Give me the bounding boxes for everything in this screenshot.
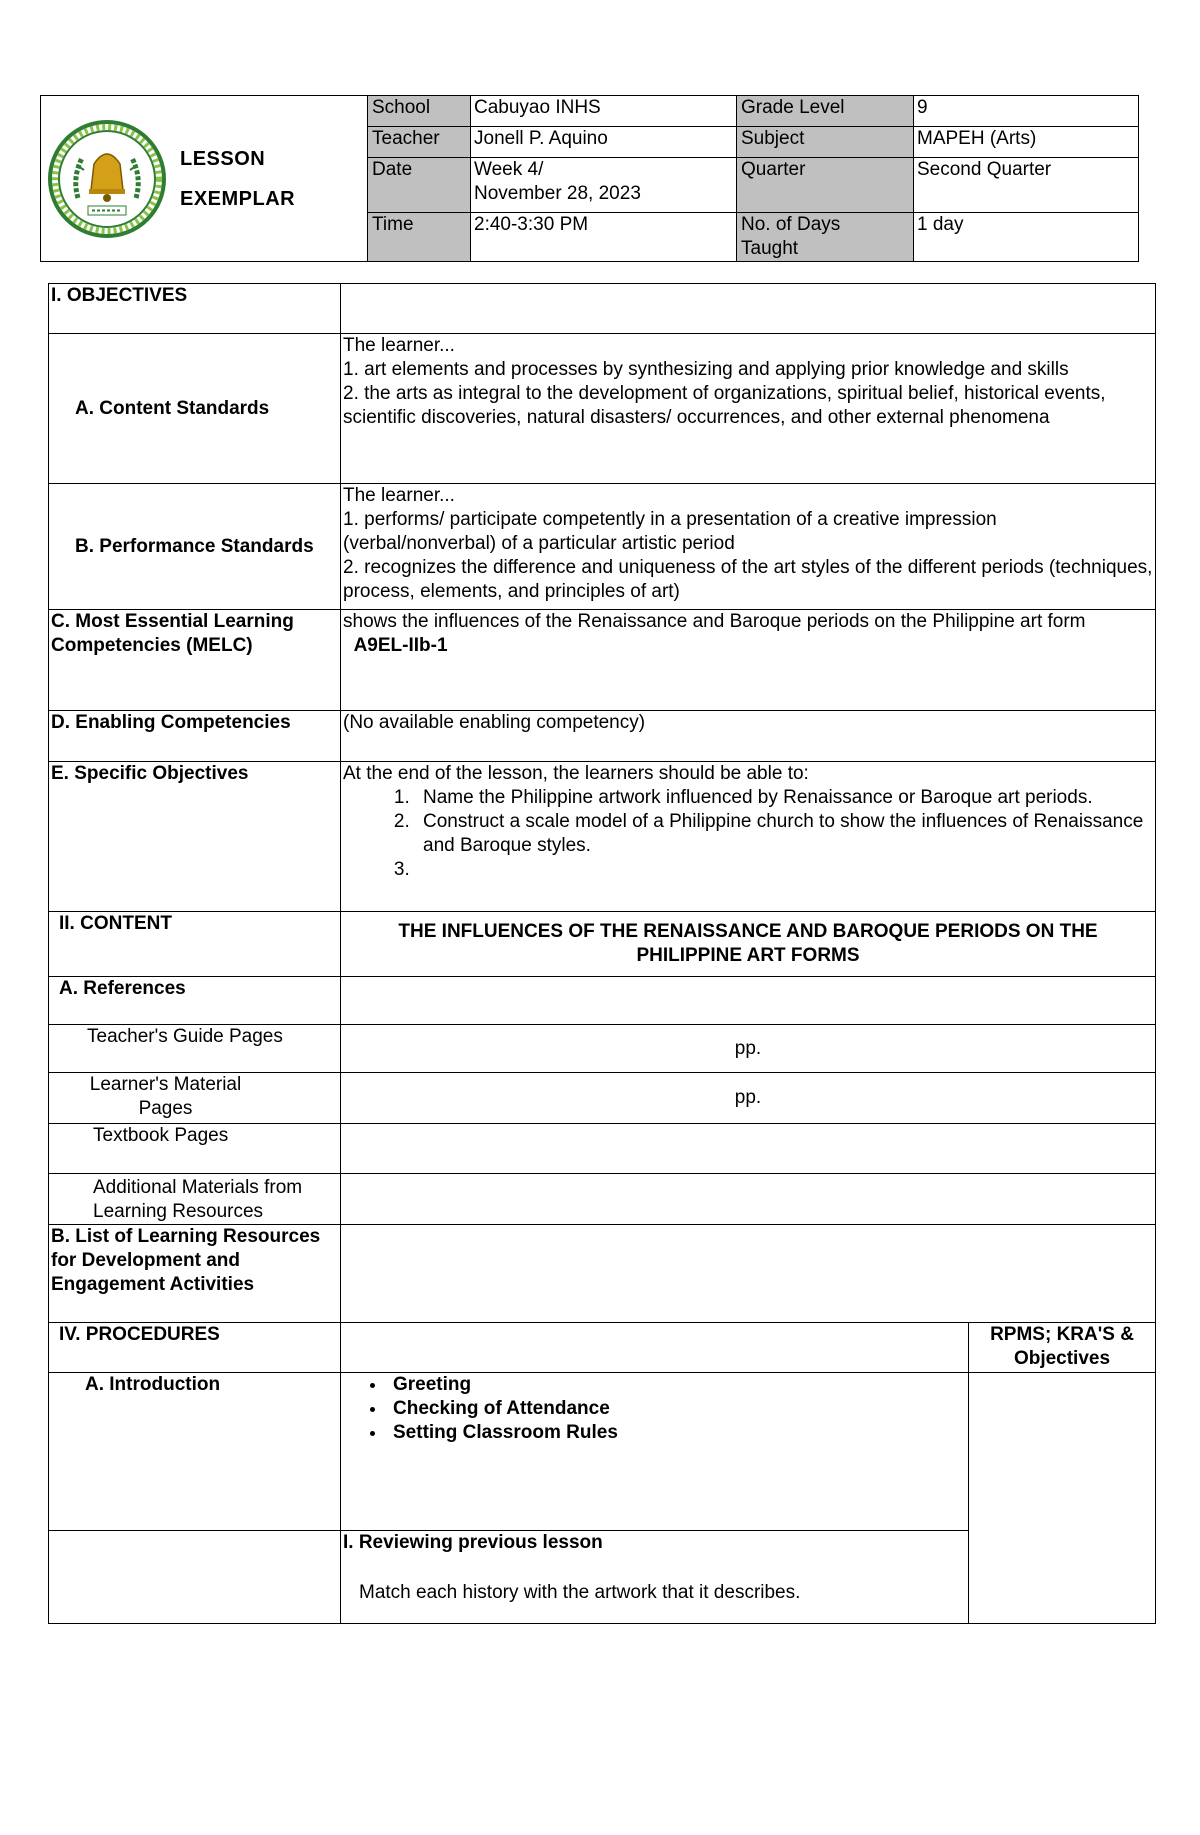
introduction-cell — [341, 1373, 969, 1531]
performance-standards-line-1: 1. performs/ participate competently in a presentation of a creative impression (verbal/nonverbal) of a particular artistic period — [343, 509, 997, 554]
specific-objectives-label: E. Specific Objectives — [49, 762, 341, 912]
school-seal-icon — [48, 120, 166, 238]
rpms-label: RPMS; KRA'S & Objectives — [969, 1323, 1156, 1373]
additional-materials-value — [341, 1174, 1156, 1225]
melc-label: C. Most Essential Learning Competencies (MELC) — [49, 610, 341, 711]
content-standards-line-0: The learner... — [343, 335, 455, 356]
enabling-competencies-text: (No available enabling competency) — [341, 711, 1156, 762]
procedures-empty-cell — [341, 1323, 969, 1373]
introduction-item: • Greeting — [387, 1373, 966, 1397]
additional-materials-label: Additional Materials from Learning Resources — [49, 1174, 341, 1225]
header-table — [40, 95, 1139, 262]
specific-objectives-list — [343, 786, 1153, 882]
grade-level-label: Grade Level — [737, 96, 914, 127]
date-value — [471, 158, 737, 213]
review-label-empty — [49, 1531, 341, 1624]
specific-objectives-intro: At the end of the lesson, the learners should be able to: — [343, 763, 809, 784]
learners-material-label-line1: Learner's Material — [89, 1074, 242, 1095]
performance-standards-text — [341, 484, 1156, 610]
specific-objective-item — [415, 858, 1153, 882]
melc-cell — [341, 610, 1156, 711]
lesson-label: LESSON — [180, 147, 266, 170]
logo-cell — [41, 96, 368, 262]
melc-text: shows the influences of the Renaissance and Baroque periods on the Philippine art form — [343, 611, 1086, 632]
introduction-item: • Setting Classroom Rules — [387, 1421, 966, 1445]
content-heading: II. CONTENT — [49, 912, 341, 977]
teacher-value: Jonell P. Aquino — [471, 127, 737, 158]
textbook-pages-value — [341, 1124, 1156, 1174]
subject-value: MAPEH (Arts) — [914, 127, 1139, 158]
learners-material-value: pp. — [341, 1073, 1156, 1124]
content-title: THE INFLUENCES OF THE RENAISSANCE AND BAROQUE PERIODS ON THE PHILIPPINE ART FORMS — [341, 912, 1156, 977]
school-label: School — [368, 96, 471, 127]
teacher-label: Teacher — [368, 127, 471, 158]
enabling-competencies-label: D. Enabling Competencies — [49, 711, 341, 762]
objectives-heading: I. OBJECTIVES — [49, 284, 341, 334]
teachers-guide-value: pp. — [341, 1025, 1156, 1073]
objectives-empty-cell — [341, 284, 1156, 334]
lesson-table — [48, 283, 1156, 1624]
exemplar-label: EXEMPLAR — [180, 187, 296, 210]
grade-level-value: 9 — [914, 96, 1139, 127]
days-taught-label-line1: No. of Days — [741, 214, 841, 235]
performance-standards-label: B. Performance Standards — [49, 484, 341, 610]
performance-standards-line-0: The learner... — [343, 485, 455, 506]
time-value: 2:40-3:30 PM — [471, 213, 737, 262]
learners-material-label — [49, 1073, 341, 1124]
content-standards-line-1: 1. art elements and processes by synthesizing and applying prior knowledge and skills — [343, 359, 1069, 380]
specific-objective-item: 1. Name the Philippine artwork influenced by Renaissance or Baroque art periods. — [415, 786, 1153, 810]
review-text: Match each history with the artwork that it describes. — [359, 1582, 801, 1603]
subject-label: Subject — [737, 127, 914, 158]
quarter-label: Quarter — [737, 158, 914, 213]
rpms-cell — [969, 1373, 1156, 1624]
references-empty-cell — [341, 977, 1156, 1025]
procedures-heading: IV. PROCEDURES — [49, 1323, 341, 1373]
quarter-value: Second Quarter — [914, 158, 1139, 213]
learners-material-label-line2: Pages — [138, 1098, 193, 1119]
introduction-label: A. Introduction — [49, 1373, 341, 1531]
days-taught-value: 1 day — [914, 213, 1139, 262]
school-value: Cabuyao INHS — [471, 96, 737, 127]
specific-objective-item: 2. Construct a scale model of a Philippine church to show the influences of Renaissance and Baroque styles. — [415, 810, 1153, 858]
references-heading: A. References — [49, 977, 341, 1025]
introduction-item: • Checking of Attendance — [387, 1397, 966, 1421]
content-standards-line-2: 2. the arts as integral to the development of organizations, spiritual belief, historical events, scientific discoveries, natural disasters/ occurrences, and other external phenomena — [343, 383, 1106, 428]
date-label: Date — [368, 158, 471, 213]
days-taught-label-line2: Taught — [741, 238, 799, 259]
melc-code: A9EL-IIb-1 — [353, 635, 448, 656]
days-taught-label — [737, 213, 914, 262]
date-value-week: Week 4/ — [474, 159, 544, 180]
textbook-pages-label: Textbook Pages — [49, 1124, 341, 1174]
time-label: Time — [368, 213, 471, 262]
content-standards-text — [341, 334, 1156, 484]
review-cell — [341, 1531, 969, 1624]
review-title: I. Reviewing previous lesson — [343, 1532, 603, 1553]
date-value-day: November 28, 2023 — [474, 183, 641, 204]
learning-resources-value — [341, 1225, 1156, 1323]
introduction-list — [343, 1373, 966, 1445]
learning-resources-label: B. List of Learning Resources for Development and Engagement Activities — [49, 1225, 341, 1323]
content-standards-label: A. Content Standards — [49, 334, 341, 484]
teachers-guide-label: Teacher's Guide Pages — [49, 1025, 341, 1073]
performance-standards-line-2: 2. recognizes the difference and uniqueness of the art styles of the different periods (techniques, process, elements, and principles of art) — [343, 557, 1153, 602]
specific-objectives-cell — [341, 762, 1156, 912]
